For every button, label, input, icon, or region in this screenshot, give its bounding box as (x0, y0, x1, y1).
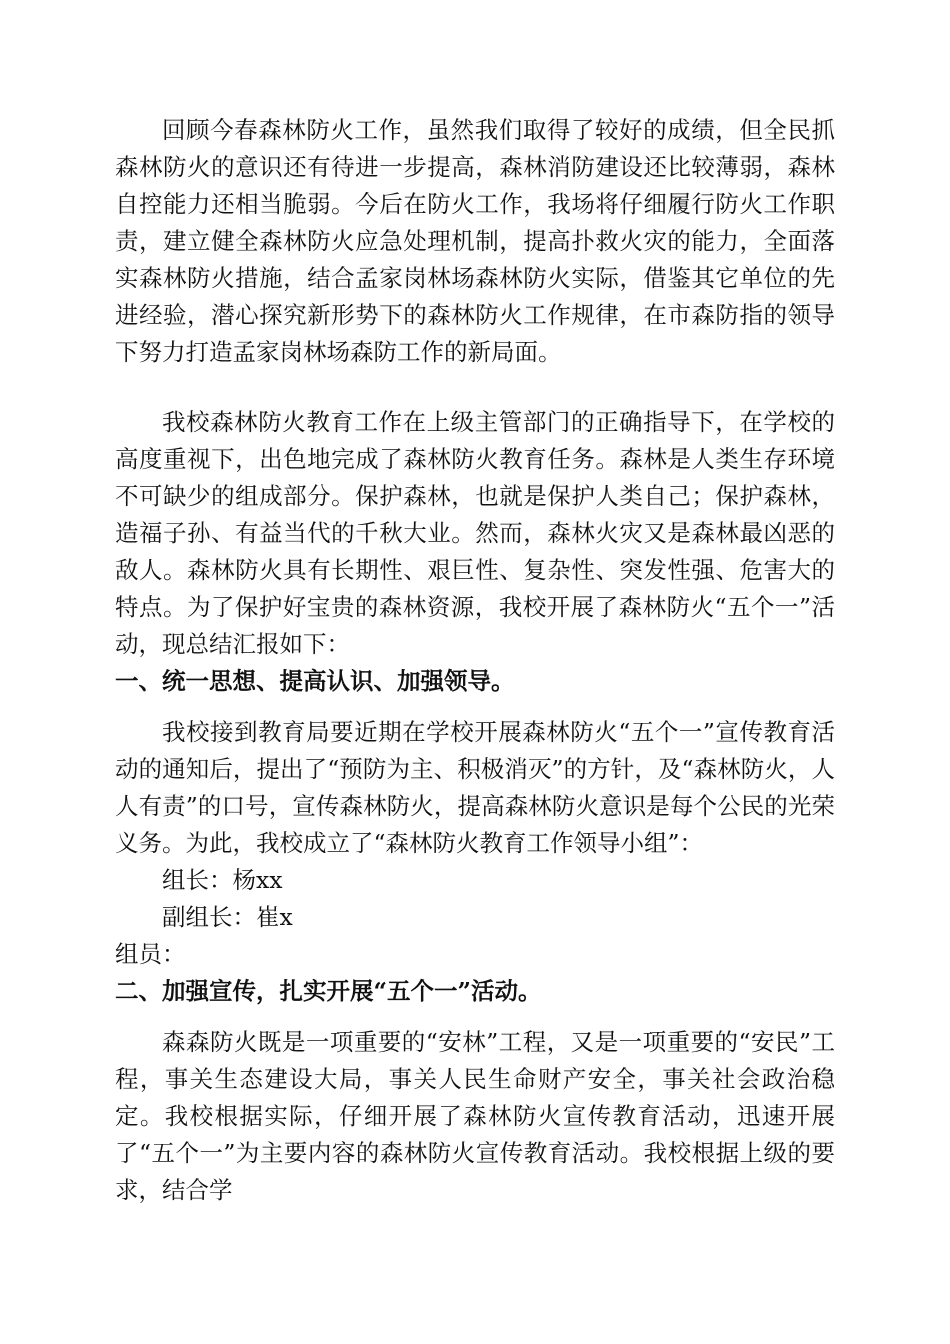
deputy-leader-line: 副组长：崔x (162, 903, 293, 931)
members-line: 组员： (115, 940, 186, 968)
paragraph-spring-review: 回顾今春森林防火工作，虽然我们取得了较好的成绩，但全民抓森林防火的意识还有待进一步提高，森林消防建设还比较薄弱，森林自控能力还相当脆弱。今后在防火工作，我场将仔细履行防火工作职责，建立健全森林防火应急处理机制，提高扑救火灾的能力，全面落实森林防火措施，结合孟家岗林场森林防火实际，借鉴其它单位的先进经验，潜心探究新形势下的森林防火工作规律，在市森防指的领导下努力打造孟家岗林场森防工作的新局面。 (115, 116, 835, 366)
leader-line: 组长：杨xx (162, 866, 283, 894)
document-page (115, 112, 835, 1209)
paragraph-leadership: 我校接到教育局要近期在学校开展森林防火“五个一”宣传教育活动的通知后，提出了“预防为主、积极消灭”的方针，及“森林防火，人人有责”的口号，宣传森林防火，提高森林防火意识是每个公民的光荣义务。为此，我校成立了“森林防火教育工作领导小组”： (115, 718, 835, 857)
section-heading-1: 一、统一思想、提高认识、加强领导。 (115, 667, 515, 695)
paragraph-publicity: 森森防火既是一项重要的“安林”工程，又是一项重要的“安民”工程，事关生态建设大局，事关人民生命财产安全，事关社会政治稳定。我校根据实际，仔细开展了森林防火宣传教育活动，迅速开展了“五个一”为主要内容的森林防火宣传教育活动。我校根据上级的要求，结合学 (115, 1028, 835, 1204)
section-heading-2: 二、加强宣传，扎实开展“五个一”活动。 (115, 977, 542, 1005)
paragraph-school-education: 我校森林防火教育工作在上级主管部门的正确指导下，在学校的高度重视下，出色地完成了森林防火教育任务。森林是人类生存环境不可缺少的组成部分。保护森林，也就是保护人类自己；保护森林，造福子孙、有益当代的千秋大业。然而，森林火灾又是森林最凶恶的敌人。森林防火具有长期性、艰巨性、复杂性、突发性强、危害大的特点。为了保护好宝贵的森林资源，我校开展了森林防火“五个一”活动，现总结汇报如下： (115, 408, 835, 658)
